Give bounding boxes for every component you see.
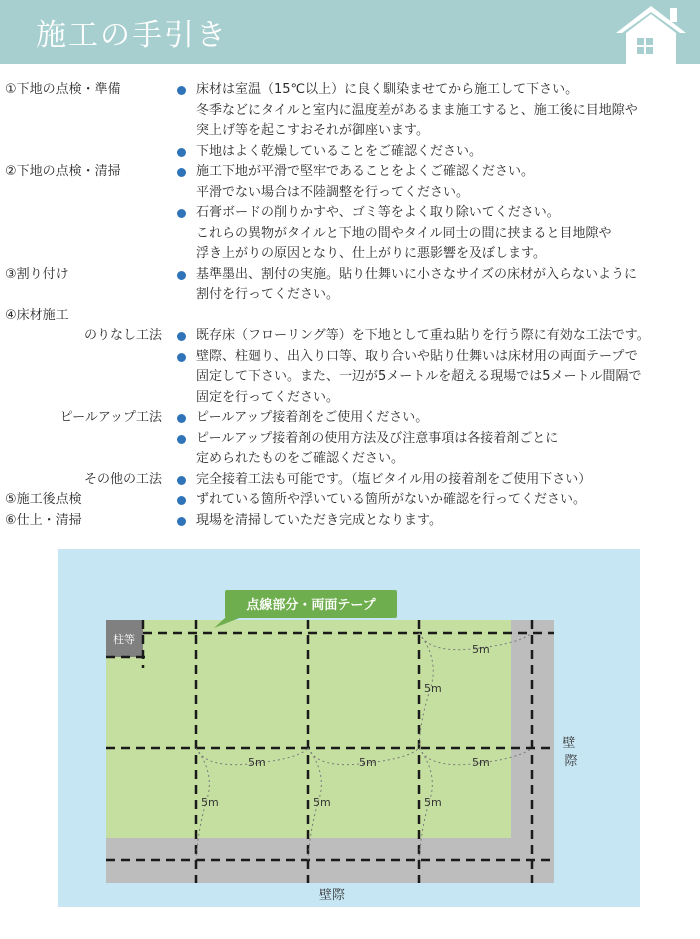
distance-label: 5m bbox=[424, 796, 442, 809]
instruction-text: 現場を清掃していただき完成となります。 bbox=[196, 512, 442, 528]
page-title: 施工の手引き bbox=[36, 18, 228, 53]
instruction-text: 下地はよく乾燥していることをご確認ください。 bbox=[196, 143, 483, 159]
section-label: ②下地の点検・清掃 bbox=[5, 164, 121, 179]
distance-label: 5m bbox=[313, 796, 331, 809]
callout-label: 点線部分・両面テープ bbox=[246, 598, 376, 613]
section-label: ③割り付け bbox=[5, 266, 69, 282]
instruction-text: 石膏ボードの削りかすや、ゴミ等をよく取り除いてください。 bbox=[196, 205, 560, 220]
instruction-text: 固定して下さい。また、一辺が5メートルを超える現場では5メートル間隔で bbox=[196, 369, 642, 384]
distance-label: 5m bbox=[201, 796, 219, 809]
instruction-text: 壁際、柱廻り、出入り口等、取り合いや貼り仕舞いは床材用の両面テープで bbox=[196, 348, 638, 364]
instruction-text: これらの異物がタイルと下地の間やタイル同士の間に挟まると目地隙や bbox=[196, 225, 612, 241]
section-label: ⑤施工後点検 bbox=[5, 492, 82, 507]
instruction-text: 定められたものをご確認ください。 bbox=[196, 451, 405, 466]
instruction-text: ずれている箇所や浮いている箇所がないか確認を行ってください。 bbox=[196, 492, 587, 507]
method-label: その他の工法 bbox=[83, 471, 162, 487]
instruction-text: 浮き上がりの原因となり、仕上がりに悪影響を及ぼします。 bbox=[196, 246, 546, 261]
instruction-text: 割付を行ってください。 bbox=[196, 287, 340, 302]
instruction-text: 突上げ等を起こすおそれが御座います。 bbox=[196, 123, 429, 138]
section-label: ①下地の点検・準備 bbox=[5, 82, 121, 97]
distance-label: 5m bbox=[472, 643, 490, 656]
instruction-text: ピールアップ接着剤をご使用ください。 bbox=[196, 410, 429, 425]
section-label: ④床材施工 bbox=[5, 307, 69, 323]
instruction-text: 平滑でない場合は不陸調整を行ってください。 bbox=[196, 184, 470, 200]
method-label: ピールアップ工法 bbox=[59, 410, 162, 425]
instruction-text: 固定を行ってください。 bbox=[196, 389, 340, 405]
wall-right-label: 壁 際 bbox=[562, 736, 578, 769]
instruction-text: 基準墨出、割付の実施。貼り仕舞いに小さなサイズの床材が入らないように bbox=[196, 266, 637, 282]
instruction-text: 既存床（フローリング等）を下地として重ね貼りを行う際に有効な工法です。 bbox=[196, 328, 650, 343]
method-label: のりなし工法 bbox=[83, 328, 162, 343]
instruction-text: 床材は室温（15℃以上）に良く馴染ませてから施工して下さい。 bbox=[196, 82, 579, 97]
wall-bottom-label: 壁際 bbox=[318, 888, 346, 903]
distance-label: 5m bbox=[359, 756, 377, 769]
distance-label: 5m bbox=[472, 756, 490, 769]
distance-label: 5m bbox=[424, 682, 442, 695]
instruction-text: 冬季などにタイルと室内に温度差があるまま施工すると、施工後に目地隙や bbox=[196, 102, 638, 118]
instruction-text: 施工下地が平滑で堅牢であることをよくご確認ください。 bbox=[196, 164, 535, 179]
distance-label: 5m bbox=[248, 756, 266, 769]
section-label: ⑥仕上・清掃 bbox=[5, 512, 82, 528]
pillar-label: 柱等 bbox=[113, 633, 135, 646]
instruction-text: 完全接着工法も可能です。（塩ビタイル用の接着剤をご使用下さい） bbox=[196, 471, 592, 487]
instruction-text: ピールアップ接着剤の使用方法及び注意事項は各接着剤ごとに bbox=[196, 430, 559, 446]
